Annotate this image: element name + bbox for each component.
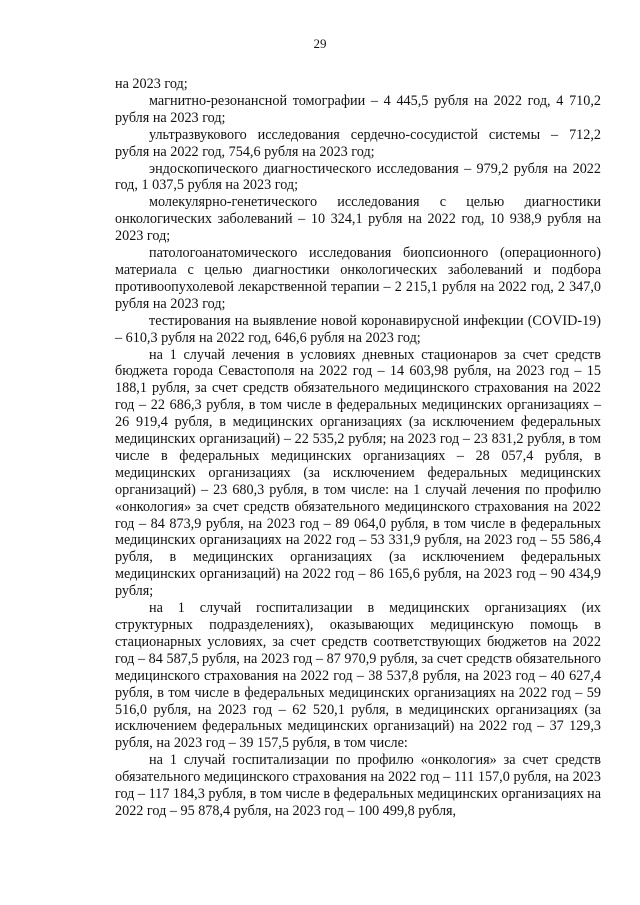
paragraph: на 2023 год;	[115, 76, 188, 92]
paragraph: на 1 случай госпитализации в медицинских организациях (их структурных подразделениях), оказывающих медицинскую помощь в стационарных условиях, за счет средств соответствующих бюджетов на 2022 год – 84 587,5 рубля, на 2023 год – 87 970,9 рубля, за счет средств обязательного медицинского страхования на 2022 год – 38 537,8 рубля, на 2023 год – 40 627,4 рубля, в том числе в федеральных медицинских организациях на 2022 год – 59 516,0 рубля, на 2023 год – 62 520,1 рубля, в медицинских организациях (за исключением федеральных медицинских организаций) на 2022 год – 37 129,3 рубля, на 2023 год – 39 157,5 рубля, в том числе:	[115, 600, 601, 752]
paragraph: на 1 случай лечения в условиях дневных стационаров за счет средств бюджета города Севастополя на 2022 год – 14 603,98 рубля, на 2023 год – 15 188,1 рубля, за счет средств обязательного медицинского страхования на 2022 год – 22 686,3 рубля, в том числе в федеральных медицинских организациях – 26 919,4 рубля, в медицинских организациях (за исключением федеральных медицинских организаций) – 22 535,2 рубля; на 2023 год – 23 831,2 рубля, в том числе в федеральных медицинских организациях – 28 057,4 рубля, в медицинских организациях (за исключением федеральных медицинских организаций) – 23 680,3 рубля, в том числе: на 1 случай лечения по профилю «онкология» за счет средств обязательного медицинского страхования на 2022 год – 84 873,9 рубля, на 2023 год – 89 064,0 рубля, в том числе в федеральных медицинских организациях на 2022 год – 53 331,9 рубля, на 2023 год – 55 586,4 рубля, в медицинских организациях (за исключением федеральных медицинских организаций) на 2022 год – 86 165,6 рубля, на 2023 год – 90 434,9 рубля;	[115, 346, 601, 600]
paragraph: молекулярно-генетического исследования с целью диагностики онкологических заболеваний – 10 324,1 рубля на 2022 год, 10 938,9 рубля на 2023 год;	[115, 194, 601, 245]
paragraph: патологоанатомического исследования биопсионного (операционного) материала с целью диагностики онкологических заболеваний и подбора противоопухолевой лекарственной терапии – 2 215,1 рубля на 2022 год, 2 347,0 рубля на 2023 год;	[115, 245, 601, 312]
paragraph: тестирования на выявление новой коронавирусной инфекции (COVID-19) – 610,3 рубля на 2022 год, 646,6 рубля на 2023 год;	[115, 312, 601, 346]
page-number: 29	[313, 36, 327, 51]
paragraph: эндоскопического диагностического исследования – 979,2 рубля на 2022 год, 1 037,5 рубля на 2023 год;	[115, 160, 601, 194]
document-body	[115, 76, 601, 820]
paragraph: ультразвукового исследования сердечно-сосудистой системы – 712,2 рубля на 2022 год, 754,6 рубля на 2023 год;	[115, 126, 601, 160]
paragraph: на 1 случай госпитализации по профилю «онкология» за счет средств обязательного медицинского страхования на 2022 год – 111 157,0 рубля, на 2023 год – 117 184,3 рубля, в том числе в федеральных медицинских организациях на 2022 год – 95 878,4 рубля, на 2023 год – 100 499,8 рубля,	[115, 752, 601, 819]
paragraph: магнитно-резонансной томографии – 4 445,5 рубля на 2022 год, 4 710,2 рубля на 2023 год;	[115, 92, 601, 126]
